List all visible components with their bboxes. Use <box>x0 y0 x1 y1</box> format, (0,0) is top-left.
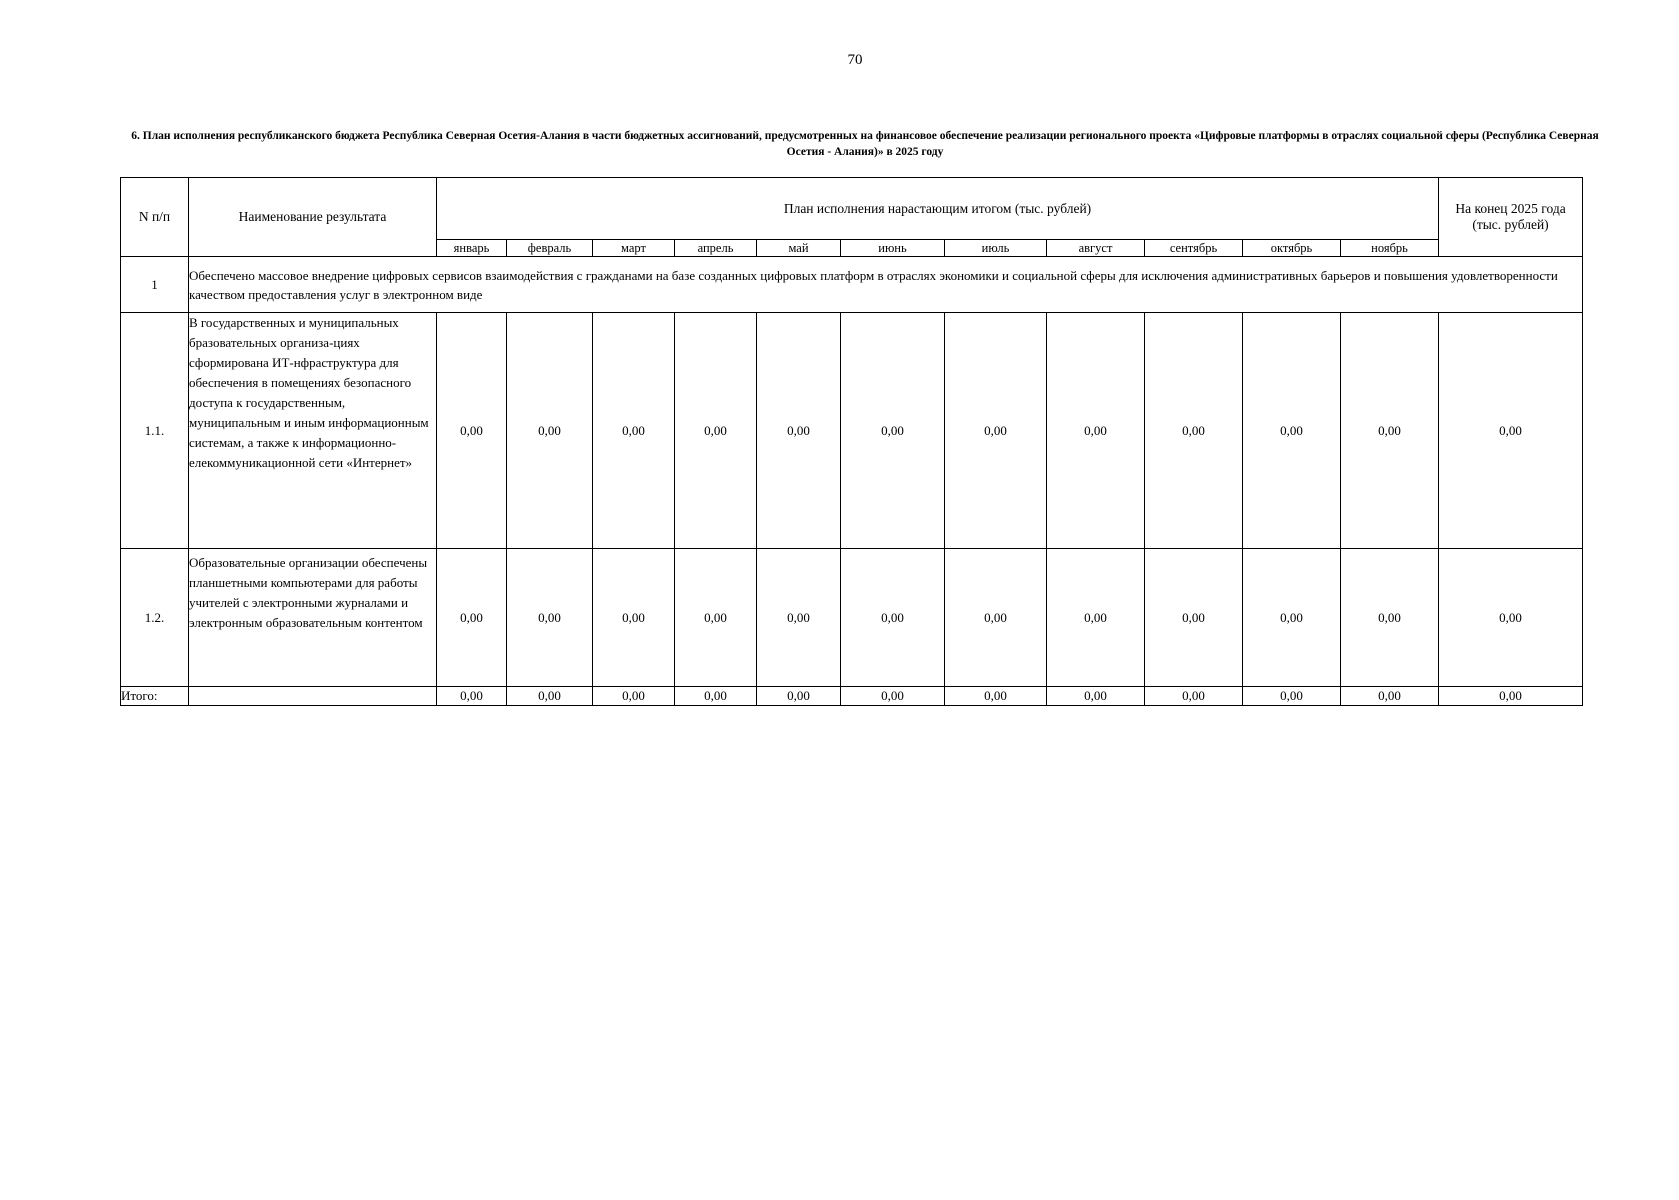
month-value: 0,00 <box>945 549 1047 687</box>
total-month-value: 0,00 <box>757 687 841 706</box>
month-value: 0,00 <box>841 313 945 549</box>
month-value: 0,00 <box>1341 549 1439 687</box>
row-number: 1.2. <box>121 549 189 687</box>
month-header: август <box>1047 240 1145 257</box>
totals-row <box>121 687 1583 706</box>
row-number: 1.1. <box>121 313 189 549</box>
document-title: 6. План исполнения республиканского бюджета Республика Северная Осетия-Алания в части бюджетных ассигнований, предусмотренных на финансовое обеспечение реализации регионального проекта «Цифровые платформы в отраслях социальной сферы (Республика Северная Осетия - Алания)» в 2025 году <box>131 130 1599 158</box>
total-month-value: 0,00 <box>593 687 675 706</box>
result-name: В государственных и муниципальных бразовательных организа-циях сформирована ИТ-нфраструктура для обеспечения в помещениях безопасного доступа к государственным, муниципальным и иным информационным системам, а также к информационно-елекоммуникационной сети «Интернет» <box>189 313 437 549</box>
month-value: 0,00 <box>507 549 593 687</box>
month-header: февраль <box>507 240 593 257</box>
month-value: 0,00 <box>1145 313 1243 549</box>
totals-label: Итого: <box>121 687 189 706</box>
month-header: июль <box>945 240 1047 257</box>
total-month-value: 0,00 <box>1243 687 1341 706</box>
section-row <box>121 257 1583 313</box>
year-end-value: 0,00 <box>1439 549 1583 687</box>
total-year-end-value: 0,00 <box>1439 687 1583 706</box>
month-value: 0,00 <box>1341 313 1439 549</box>
month-value: 0,00 <box>675 549 757 687</box>
month-value: 0,00 <box>1145 549 1243 687</box>
section-number: 1 <box>121 257 189 313</box>
totals-empty-cell <box>189 687 437 706</box>
month-value: 0,00 <box>1047 549 1145 687</box>
month-header: октябрь <box>1243 240 1341 257</box>
month-header: апрель <box>675 240 757 257</box>
month-value: 0,00 <box>593 313 675 549</box>
header-result-name: Наименование результата <box>189 178 437 257</box>
month-header: сентябрь <box>1145 240 1243 257</box>
header-year-end-total: На конец 2025 года (тыс. рублей) <box>1439 178 1583 257</box>
month-value: 0,00 <box>1243 313 1341 549</box>
month-value: 0,00 <box>757 549 841 687</box>
month-header: март <box>593 240 675 257</box>
total-month-value: 0,00 <box>1341 687 1439 706</box>
total-month-value: 0,00 <box>945 687 1047 706</box>
month-value: 0,00 <box>507 313 593 549</box>
month-value: 0,00 <box>1047 313 1145 549</box>
total-month-value: 0,00 <box>507 687 593 706</box>
section-name: Обеспечено массовое внедрение цифровых сервисов взаимодействия с гражданами на базе созданных цифровых платформ в отраслях экономики и социальной сферы для исключения административных барьеров и повышения удовлетворенности качеством предоставления услуг в электронном виде <box>189 257 1583 313</box>
month-value: 0,00 <box>593 549 675 687</box>
budget-plan-table <box>120 177 1583 706</box>
month-value: 0,00 <box>675 313 757 549</box>
page-number: 70 <box>847 52 863 68</box>
month-value: 0,00 <box>841 549 945 687</box>
total-month-value: 0,00 <box>1047 687 1145 706</box>
table-row <box>121 313 1583 549</box>
month-header: май <box>757 240 841 257</box>
header-plan-cumulative: План исполнения нарастающим итогом (тыс. рублей) <box>437 178 1439 240</box>
month-value: 0,00 <box>437 313 507 549</box>
month-value: 0,00 <box>757 313 841 549</box>
total-month-value: 0,00 <box>1145 687 1243 706</box>
month-value: 0,00 <box>1243 549 1341 687</box>
year-end-value: 0,00 <box>1439 313 1583 549</box>
month-header: ноябрь <box>1341 240 1439 257</box>
total-month-value: 0,00 <box>675 687 757 706</box>
table-row <box>121 549 1583 687</box>
total-month-value: 0,00 <box>437 687 507 706</box>
month-value: 0,00 <box>437 549 507 687</box>
month-header: июнь <box>841 240 945 257</box>
month-value: 0,00 <box>945 313 1047 549</box>
total-month-value: 0,00 <box>841 687 945 706</box>
result-name: Образовательные организации обеспечены планшетными компьютерами для работы учителей с электронными журналами и электронным образовательным контентом <box>189 549 437 687</box>
month-header: январь <box>437 240 507 257</box>
header-num: N п/п <box>121 178 189 257</box>
